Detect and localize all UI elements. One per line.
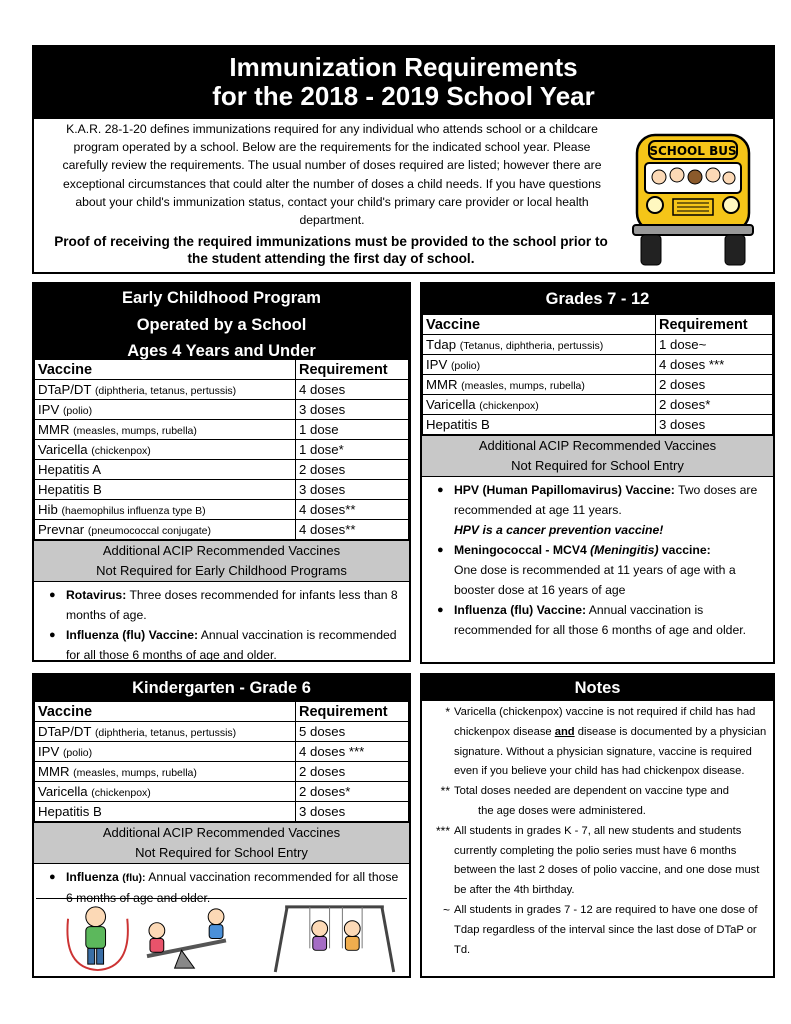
grades-7-12-recommended-list: [422, 477, 773, 640]
table-header-row: Vaccine Requirement: [35, 702, 409, 722]
list-item: ● Meningococcal - MCV4 (Meningitis) vaccine: One dose is recommended at 11 years of age with a booster dose at 16 years of age: [434, 540, 767, 600]
early-recommended-list: [34, 582, 409, 665]
kindergarten-grade-6-table: [34, 701, 409, 822]
table-row: DTaP/DT (diphtheria, tetanus, pertussis) 4 doses: [35, 380, 409, 400]
early-childhood-title: Early Childhood Program Operated by a School Ages 4 Years and Under: [34, 284, 409, 359]
table-row: Varicella (chickenpox) 2 doses*: [423, 395, 773, 415]
list-item: *** All students in grades K - 7, all new students and students currently completing the polio series must have 6 months between the last 2 doses of polio vaccine, and one dose must be after the 4th birthday.: [435, 823, 760, 897]
school-bus-illustration: [619, 125, 764, 270]
list-item: ● Influenza (flu) Vaccine: Annual vaccination is recommended for all those 6 months of age and older.: [434, 600, 767, 640]
table-row: IPV (polio) 3 doses: [35, 400, 409, 420]
intro-text: K.A.R. 28-1-20 defines immunizations required for any individual who attends school or a childcare program operated by a school. Below are the requirements for the indicated school year. Please carefully review the requirements. The usual number of doses required are listed; however there are exceptional circumstances that could alter the number of doses a child needs. If you have questions about your child's immunization status, contact your child's primary care provider or local health department.: [62, 122, 602, 228]
table-row: Hepatitis B 3 doses: [423, 415, 773, 435]
list-item: ● HPV (Human Papillomavirus) Vaccine: Two doses are recommended at age 11 years. HPV is a cancer prevention vaccine!: [434, 480, 767, 540]
notes-list: [422, 701, 773, 960]
list-item: ● Influenza (flu): Annual vaccination recommended for all those 6 months of age and older.: [46, 867, 403, 908]
table-row: Prevnar (pneumococcal conjugate) 4 doses**: [35, 520, 409, 540]
kindergarten-grade-6-section: [32, 673, 411, 978]
table-row: MMR (measles, mumps, rubella) 1 dose: [35, 420, 409, 440]
header-box: [32, 45, 775, 274]
table-header-row: Vaccine Requirement: [423, 315, 773, 335]
notes-title: Notes: [422, 675, 773, 701]
table-row: IPV (polio) 4 doses ***: [35, 742, 409, 762]
list-item: * Varicella (chickenpox) vaccine is not required if child has had chickenpox disease and disease is documented by a physician signature. Without a physician signature, vaccine is required even if you believe your child has had chickenpox disease.: [445, 705, 767, 778]
list-item: ● Rotavirus: Three doses recommended for infants less than 8 months of age.: [46, 585, 403, 625]
table-row: IPV (polio) 4 doses ***: [423, 355, 773, 375]
kindergarten-grade-6-title: Kindergarten - Grade 6: [34, 675, 409, 701]
grades-7-12-title: Grades 7 - 12: [422, 284, 773, 314]
list-item: ● Influenza (flu) Vaccine: Annual vaccination is recommended for all those 6 months of age and older.: [46, 625, 403, 665]
table-row: Varicella (chickenpox) 2 doses*: [35, 782, 409, 802]
additional-vaccines-banner: Additional ACIP Recommended Vaccines Not Required for School Entry: [422, 435, 773, 477]
proof-statement: Proof of receiving the required immunizations must be provided to the school prior to the student attending the first day of school.: [54, 234, 608, 266]
table-header-row: Vaccine Requirement: [35, 360, 409, 380]
notes-section: [420, 673, 775, 978]
list-item: ~ All students in grades 7 - 12 are required to have one dose of Tdap regardless of the interval since the last dose of DTaP or Td.: [442, 902, 758, 956]
table-row: Hepatitis B 3 doses: [35, 802, 409, 822]
bus-sign: SCHOOL BUS: [649, 144, 737, 158]
list-item: ** Total doses needed are dependent on vaccine type and the age doses were administered.: [440, 784, 729, 817]
page-title: Immunization Requirements for the 2018 - 2019 School Year: [34, 47, 773, 119]
grades-7-12-table: [422, 314, 773, 435]
grades-7-12-section: [420, 282, 775, 664]
table-row: Varicella (chickenpox) 1 dose*: [35, 440, 409, 460]
early-childhood-table: [34, 359, 409, 540]
early-childhood-section: [32, 282, 411, 662]
table-row: Hepatitis B 3 doses: [35, 480, 409, 500]
table-row: DTaP/DT (diphtheria, tetanus, pertussis) 5 doses: [35, 722, 409, 742]
additional-vaccines-banner: Additional ACIP Recommended Vaccines Not Required for Early Childhood Programs: [34, 540, 409, 582]
table-row: Hepatitis A 2 doses: [35, 460, 409, 480]
table-row: MMR (measles, mumps, rubella) 2 doses: [423, 375, 773, 395]
additional-vaccines-banner: Additional ACIP Recommended Vaccines Not Required for School Entry: [34, 822, 409, 864]
table-row: Hib (haemophilus influenza type B) 4 doses**: [35, 500, 409, 520]
table-row: Tdap (Tetanus, diphtheria, pertussis) 1 dose~: [423, 335, 773, 355]
children-playing-illustration: [36, 898, 407, 974]
table-row: MMR (measles, mumps, rubella) 2 doses: [35, 762, 409, 782]
